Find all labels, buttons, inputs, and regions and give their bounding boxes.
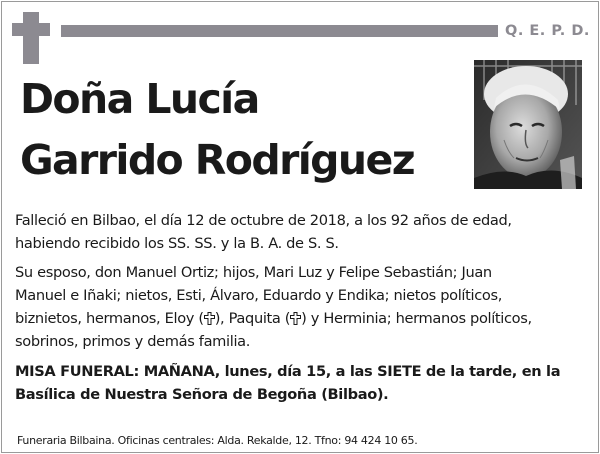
family-list xyxy=(15,261,587,353)
family-line: Su esposo, don Manuel Ortiz; hijos, Mari Luz y Felipe Sebastián; Juan xyxy=(15,264,492,281)
deceased-name-line-1: Doña Lucía xyxy=(20,75,259,123)
rip-abbreviation: Q. E. P. D. xyxy=(505,23,590,39)
funeral-mass-line: Basílica de Nuestra Señora de Begoña (Bilbao). xyxy=(15,386,389,403)
cross-icon xyxy=(204,312,215,325)
funeral-home-footer: Funeraria Bilbaina. Oficinas centrales: Alda. Rekalde, 12. Tfno: 94 424 10 65. xyxy=(17,434,418,447)
deceased-name-line-2: Garrido Rodríguez xyxy=(20,136,414,184)
death-notice-line: Falleció en Bilbao, el día 12 de octubre de 2018, a los 92 años de edad, xyxy=(15,212,512,229)
death-notice-line: habiendo recibido los SS. SS. y la B. A. de S. S. xyxy=(15,235,339,252)
family-line: biznietos, hermanos, Eloy ( ), Paquita ( ) y Herminia; hermanos políticos, xyxy=(15,310,532,327)
funeral-mass xyxy=(15,360,587,406)
obituary-notice xyxy=(1,1,599,453)
funeral-mass-line: MISA FUNERAL: MAÑANA, lunes, día 15, a las SIETE de la tarde, en la xyxy=(15,363,561,380)
family-line: Manuel e Iñaki; nietos, Esti, Álvaro, Eduardo y Endika; nietos políticos, xyxy=(15,287,502,304)
family-line: sobrinos, primos y demás familia. xyxy=(15,333,251,350)
death-notice xyxy=(15,209,587,255)
cross-icon xyxy=(290,312,301,325)
header-rule xyxy=(61,25,498,37)
portrait-photo xyxy=(474,60,582,189)
